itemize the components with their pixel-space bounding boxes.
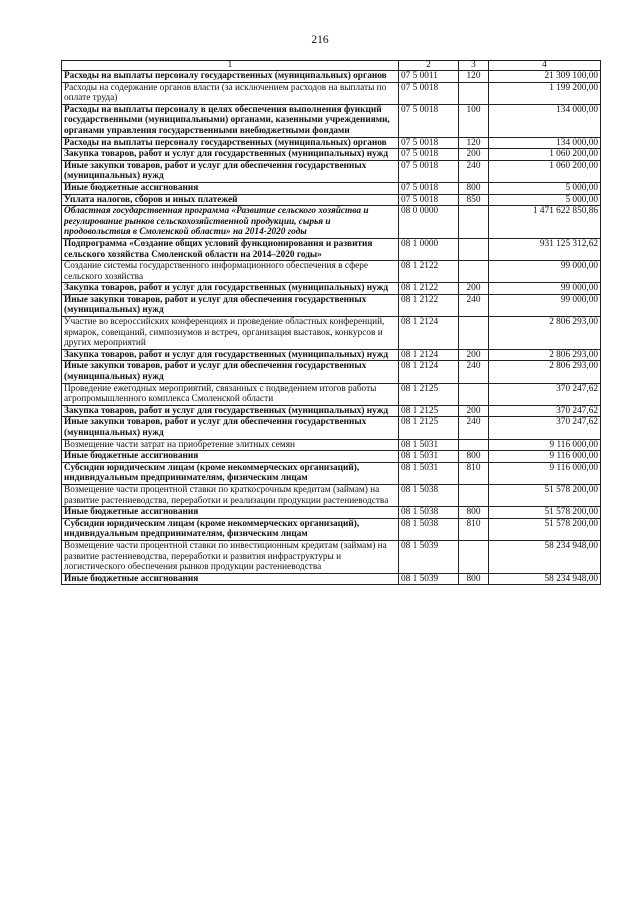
row-name: Участие во всероссийских конференциях и проведение областных конференций, ярмарок, совещаний, симпозиумов и встреч, организация выставок, конкурсов и других мероприятий xyxy=(62,317,399,350)
row-sum: 58 234 948,00 xyxy=(489,573,601,585)
row-type xyxy=(459,540,489,573)
row-name: Уплата налогов, сборов и иных платежей xyxy=(62,194,399,206)
row-type xyxy=(459,383,489,405)
row-code: 07 5 0011 xyxy=(399,71,459,83)
row-type xyxy=(459,317,489,350)
row-name: Областная государственная программа «Развитие сельского хозяйства и регулирование рынков сельскохозяйственной продукции, сырья и продовольствия в Смоленской области» на 2014-2020 годы xyxy=(62,206,399,239)
row-code: 08 1 2122 xyxy=(399,261,459,283)
row-sum: 1 060 200,00 xyxy=(489,149,601,161)
row-type: 240 xyxy=(459,361,489,383)
row-name: Субсидии юридическим лицам (кроме некоммерческих организаций), индивидуальным предпринимателям, физическим лицам xyxy=(62,462,399,484)
row-sum: 51 578 200,00 xyxy=(489,484,601,506)
row-type: 100 xyxy=(459,104,489,137)
header-type: 3 xyxy=(459,61,489,71)
table-row xyxy=(62,451,601,463)
row-name: Создание системы государственного информационного обеспечения в сфере сельского хозяйства xyxy=(62,261,399,283)
row-name: Иные бюджетные ассигнования xyxy=(62,573,399,585)
row-name: Иные закупки товаров, работ и услуг для обеспечения государственных (муниципальных) нужд xyxy=(62,160,399,182)
row-code: 08 1 5039 xyxy=(399,573,459,585)
row-type xyxy=(459,261,489,283)
row-code: 08 1 2124 xyxy=(399,361,459,383)
row-type xyxy=(459,439,489,451)
table-row xyxy=(62,361,601,383)
row-sum: 931 125 312,62 xyxy=(489,238,601,260)
header-row xyxy=(62,61,601,71)
row-type: 810 xyxy=(459,462,489,484)
row-code: 07 5 0018 xyxy=(399,149,459,161)
row-sum: 9 116 000,00 xyxy=(489,439,601,451)
row-code: 07 5 0018 xyxy=(399,160,459,182)
row-name: Закупка товаров, работ и услуг для государственных (муниципальных) нужд xyxy=(62,349,399,361)
table-row xyxy=(62,71,601,83)
row-sum: 2 806 293,00 xyxy=(489,349,601,361)
table-row xyxy=(62,194,601,206)
row-code: 08 1 2122 xyxy=(399,294,459,316)
table-row xyxy=(62,206,601,239)
table-row xyxy=(62,149,601,161)
row-name: Подпрограмма «Создание общих условий функционирования и развития сельского хозяйства Смоленской области на 2014–2020 годы» xyxy=(62,238,399,260)
row-code: 08 1 2125 xyxy=(399,405,459,417)
table-row xyxy=(62,160,601,182)
row-sum: 9 116 000,00 xyxy=(489,451,601,463)
row-name: Проведение ежегодных мероприятий, связанных с подведением итогов работы агропромышленного комплекса Смоленской области xyxy=(62,383,399,405)
row-sum: 5 000,00 xyxy=(489,194,601,206)
row-name: Иные бюджетные ассигнования xyxy=(62,182,399,194)
row-type: 800 xyxy=(459,573,489,585)
table-row xyxy=(62,261,601,283)
row-code: 07 5 0018 xyxy=(399,182,459,194)
row-sum: 1 060 200,00 xyxy=(489,160,601,182)
row-name: Субсидии юридическим лицам (кроме некоммерческих организаций), индивидуальным предпринимателям, физическим лицам xyxy=(62,518,399,540)
table-row xyxy=(62,104,601,137)
row-code: 08 1 2125 xyxy=(399,417,459,439)
row-name: Расходы на выплаты персоналу государственных (муниципальных) органов xyxy=(62,137,399,149)
row-type xyxy=(459,484,489,506)
row-code: 08 1 5031 xyxy=(399,451,459,463)
row-sum: 134 000,00 xyxy=(489,137,601,149)
row-code: 07 5 0018 xyxy=(399,194,459,206)
row-code: 08 1 5031 xyxy=(399,462,459,484)
row-sum: 370 247,62 xyxy=(489,405,601,417)
header-code: 2 xyxy=(399,61,459,71)
row-sum: 9 116 000,00 xyxy=(489,462,601,484)
budget-table xyxy=(61,60,601,585)
row-name: Возмещение части процентной ставки по инвестиционным кредитам (займам) на развитие растениеводства, переработки и развития инфраструктуры и логистического обеспечения рынков продукции растениеводства xyxy=(62,540,399,573)
table-row xyxy=(62,484,601,506)
table-row xyxy=(62,283,601,295)
row-type: 850 xyxy=(459,194,489,206)
row-sum: 58 234 948,00 xyxy=(489,540,601,573)
table-row xyxy=(62,349,601,361)
row-code: 08 1 2124 xyxy=(399,317,459,350)
row-type: 200 xyxy=(459,149,489,161)
row-sum: 2 806 293,00 xyxy=(489,361,601,383)
row-sum: 99 000,00 xyxy=(489,294,601,316)
row-type: 240 xyxy=(459,160,489,182)
row-type: 240 xyxy=(459,294,489,316)
row-sum: 1 471 622 850,86 xyxy=(489,206,601,239)
row-code: 08 1 5038 xyxy=(399,518,459,540)
table-row xyxy=(62,439,601,451)
table-row xyxy=(62,462,601,484)
row-type xyxy=(459,206,489,239)
header-sum: 4 xyxy=(489,61,601,71)
row-type: 200 xyxy=(459,405,489,417)
row-sum: 134 000,00 xyxy=(489,104,601,137)
row-code: 07 5 0018 xyxy=(399,104,459,137)
row-code: 08 1 0000 xyxy=(399,238,459,260)
table-row xyxy=(62,182,601,194)
row-code: 08 1 2125 xyxy=(399,383,459,405)
row-sum: 51 578 200,00 xyxy=(489,507,601,519)
row-code: 08 1 2122 xyxy=(399,283,459,295)
row-type: 800 xyxy=(459,182,489,194)
row-name: Иные закупки товаров, работ и услуг для обеспечения государственных (муниципальных) нужд xyxy=(62,417,399,439)
table-row xyxy=(62,82,601,104)
table-row xyxy=(62,294,601,316)
row-sum: 51 578 200,00 xyxy=(489,518,601,540)
row-name: Иные бюджетные ассигнования xyxy=(62,451,399,463)
row-code: 08 1 5038 xyxy=(399,484,459,506)
row-code: 08 1 5031 xyxy=(399,439,459,451)
row-type: 200 xyxy=(459,349,489,361)
row-code: 08 1 5038 xyxy=(399,507,459,519)
row-sum: 21 309 100,00 xyxy=(489,71,601,83)
table-row xyxy=(62,238,601,260)
row-type: 810 xyxy=(459,518,489,540)
row-type xyxy=(459,82,489,104)
row-sum: 370 247,62 xyxy=(489,417,601,439)
table-row xyxy=(62,405,601,417)
row-type xyxy=(459,238,489,260)
row-code: 07 5 0018 xyxy=(399,137,459,149)
row-name: Расходы на содержание органов власти (за исключением расходов на выплаты по оплате труда) xyxy=(62,82,399,104)
row-name: Расходы на выплаты персоналу государственных (муниципальных) органов xyxy=(62,71,399,83)
row-sum: 99 000,00 xyxy=(489,283,601,295)
row-name: Закупка товаров, работ и услуг для государственных (муниципальных) нужд xyxy=(62,149,399,161)
row-type: 200 xyxy=(459,283,489,295)
row-code: 08 1 2124 xyxy=(399,349,459,361)
row-code: 07 5 0018 xyxy=(399,82,459,104)
table-body xyxy=(62,71,601,585)
row-name: Расходы на выплаты персоналу в целях обеспечения выполнения функций государственными (муниципальными) органами, казенными учреждениями, органами управления государственными внебюджетными фондами xyxy=(62,104,399,137)
row-name: Иные закупки товаров, работ и услуг для обеспечения государственных (муниципальных) нужд xyxy=(62,361,399,383)
row-name: Закупка товаров, работ и услуг для государственных (муниципальных) нужд xyxy=(62,405,399,417)
header-name: 1 xyxy=(62,61,399,71)
row-sum: 99 000,00 xyxy=(489,261,601,283)
row-type: 240 xyxy=(459,417,489,439)
row-sum: 370 247,62 xyxy=(489,383,601,405)
page-number: 216 xyxy=(311,34,329,46)
table-row xyxy=(62,540,601,573)
row-name: Иные бюджетные ассигнования xyxy=(62,507,399,519)
row-code: 08 1 5039 xyxy=(399,540,459,573)
table-row xyxy=(62,518,601,540)
row-name: Возмещение части процентной ставки по краткосрочным кредитам (займам) на развитие растениеводства, переработки и реализации продукции растениеводства xyxy=(62,484,399,506)
table-row xyxy=(62,417,601,439)
row-type: 800 xyxy=(459,507,489,519)
row-sum: 2 806 293,00 xyxy=(489,317,601,350)
row-name: Возмещение части затрат на приобретение элитных семян xyxy=(62,439,399,451)
row-type: 120 xyxy=(459,137,489,149)
row-name: Закупка товаров, работ и услуг для государственных (муниципальных) нужд xyxy=(62,283,399,295)
table-row xyxy=(62,573,601,585)
row-code: 08 0 0000 xyxy=(399,206,459,239)
table-row xyxy=(62,383,601,405)
table-row xyxy=(62,317,601,350)
table-row xyxy=(62,507,601,519)
row-sum: 5 000,00 xyxy=(489,182,601,194)
row-sum: 1 199 200,00 xyxy=(489,82,601,104)
row-type: 800 xyxy=(459,451,489,463)
row-type: 120 xyxy=(459,71,489,83)
table-row xyxy=(62,137,601,149)
row-name: Иные закупки товаров, работ и услуг для обеспечения государственных (муниципальных) нужд xyxy=(62,294,399,316)
